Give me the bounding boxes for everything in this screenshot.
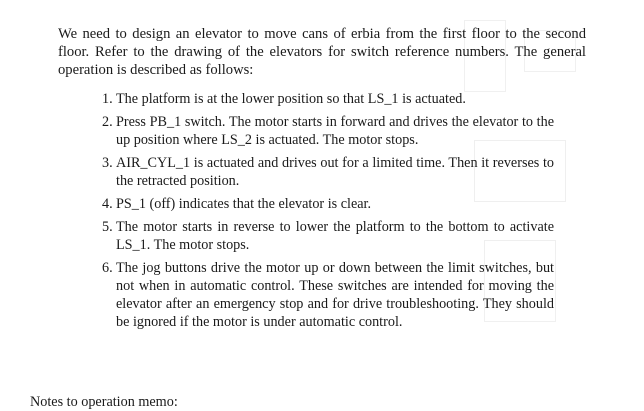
intro-paragraph: We need to design an elevator to move cans of erbia from the first floor to the second floor. Refer to the drawing of the elevators for switch reference numbers. The general operation is described as follows: xyxy=(58,26,586,78)
step-item xyxy=(102,195,554,213)
step-item xyxy=(102,218,554,254)
step-item xyxy=(102,113,554,149)
step-item xyxy=(102,154,554,190)
step-number: 4. xyxy=(102,196,113,212)
operation-steps-list xyxy=(102,90,554,331)
step-text: The motor starts in reverse to lower the platform to the bottom to activate LS_1. The motor stops. xyxy=(116,219,554,253)
step-number: 1. xyxy=(102,91,113,107)
step-text: PS_1 (off) indicates that the elevator is clear. xyxy=(116,196,372,212)
step-text: The jog buttons drive the motor up or down between the limit switches, but not when in automatic control. These switches are intended for moving the elevator after an emergency stop and for drive troubleshooting. They should be ignored if the motor is under automatic control. xyxy=(116,260,554,330)
step-number: 2. xyxy=(102,114,113,130)
step-item xyxy=(102,259,554,331)
step-item xyxy=(102,90,554,108)
step-text: AIR_CYL_1 is actuated and drives out for a limited time. Then it reverses to the retracted position. xyxy=(116,155,554,189)
step-number: 6. xyxy=(102,260,113,276)
step-text: The platform is at the lower position so that LS_1 is actuated. xyxy=(116,91,466,107)
step-number: 5. xyxy=(102,219,113,235)
notes-heading: Notes to operation memo: xyxy=(30,394,178,410)
step-number: 3. xyxy=(102,155,113,171)
step-text: Press PB_1 switch. The motor starts in forward and drives the elevator to the up position where LS_2 is actuated. The motor stops. xyxy=(116,114,554,148)
